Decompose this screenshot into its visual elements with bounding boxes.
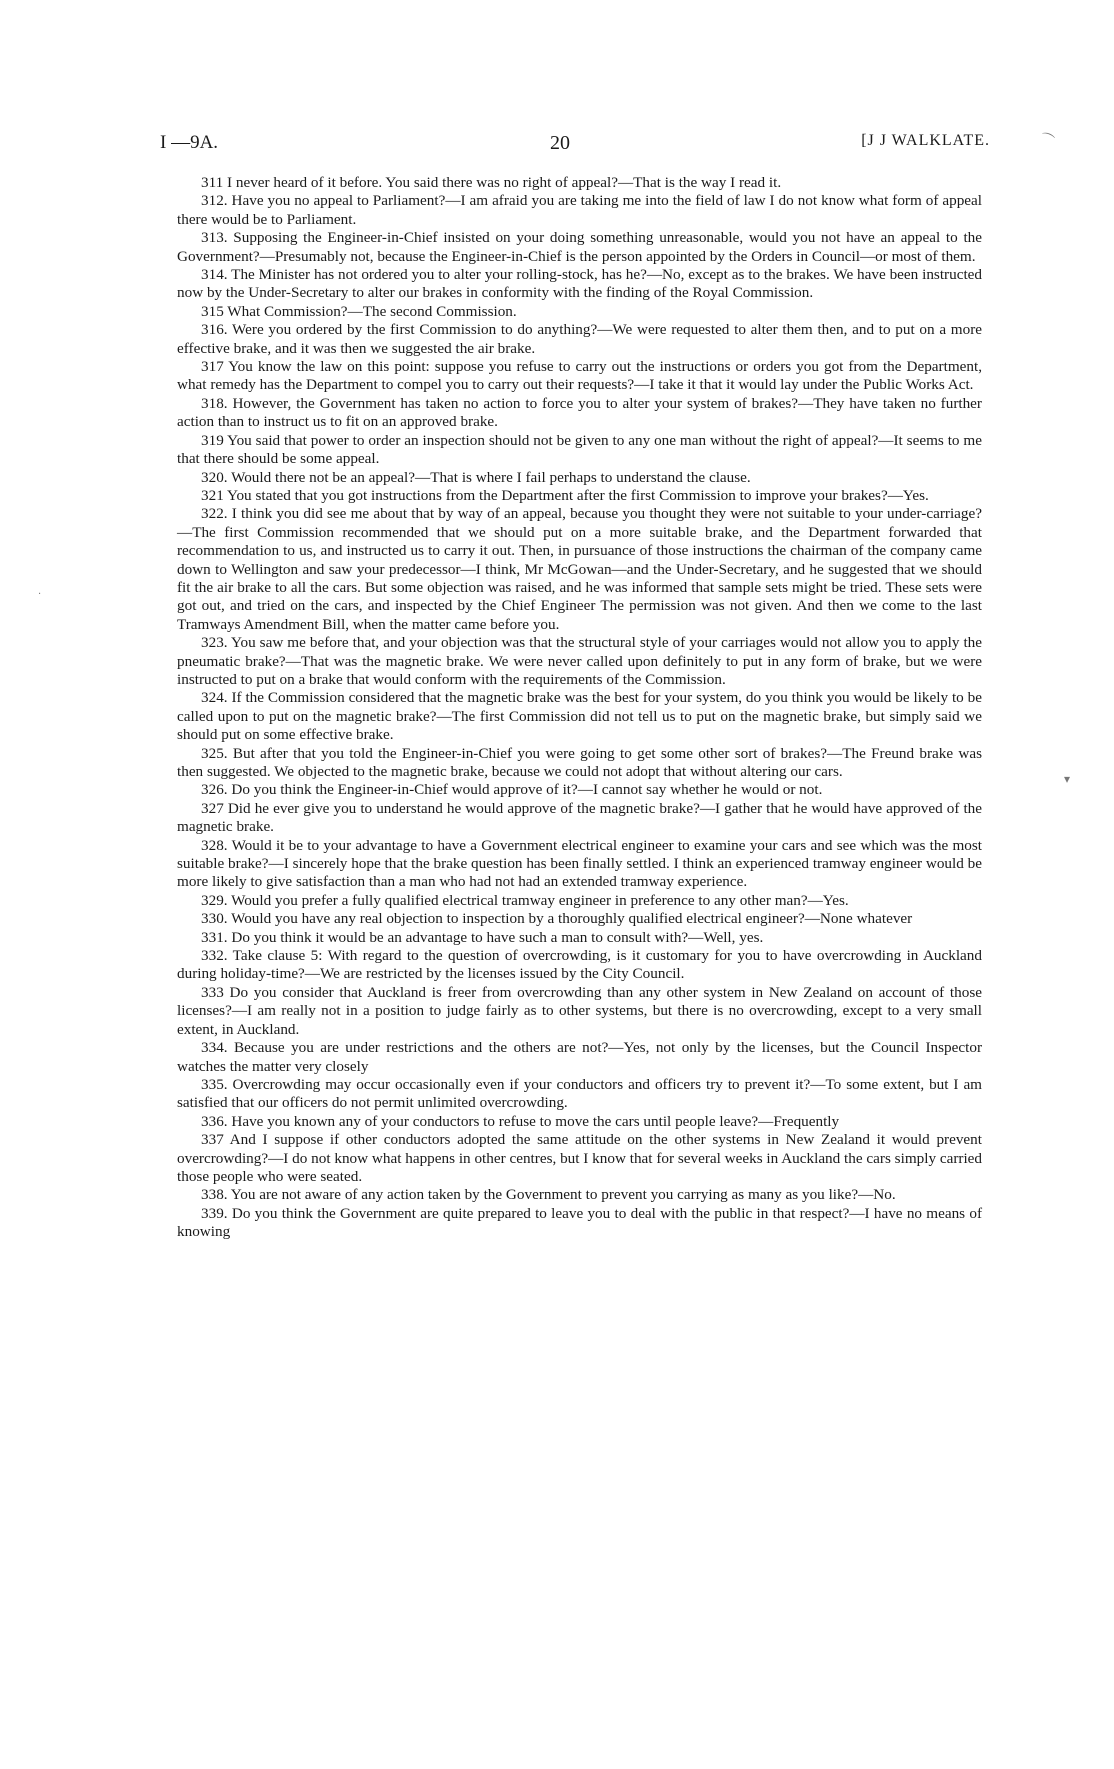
paragraph-337: 337 And I suppose if other conductors adopted the same attitude on the other systems in New Zealand it would prevent overcrowding?—I do not know what happens in other centres, but I know that for several weeks in Auckland the cars simply carried those people who were seated.	[177, 1131, 982, 1185]
paragraph-326: 326. Do you think the Engineer-in-Chief would approve of it?—I cannot say whether he would or not.	[201, 781, 823, 799]
scan-mark-top-right: ⌒	[1037, 131, 1056, 151]
paragraph-338: 338. You are not aware of any action taken by the Government to prevent you carrying as many as you like?—No.	[201, 1186, 896, 1204]
paragraph-311: 311 I never heard of it before. You said there was no right of appeal?—That is the way I read it.	[201, 174, 782, 191]
paragraph-339: 339. Do you think the Government are quite prepared to leave you to deal with the public in that respect?—I have no means of knowing	[177, 1204, 982, 1241]
paragraph-315: 315 What Commission?—The second Commission.	[201, 302, 517, 320]
paragraph-317: 317 You know the law on this point: suppose you refuse to carry out the instructions or orders you got from the Department, what remedy has the Department to compel you to carry out their requests?—I take it that it would lay under the Public Works Act.	[177, 358, 982, 394]
paragraph-312: 312. Have you no appeal to Parliament?—I am afraid you are taking me into the field of law I do not know what form of appeal there would be to Parliament.	[177, 192, 982, 228]
scan-mark-right-margin: ▾	[1064, 772, 1071, 786]
witness-name: [J J WALKLATE.	[861, 132, 990, 149]
paper-reference: I —9A.	[160, 132, 219, 153]
paragraph-336: 336. Have you known any of your conductors to refuse to move the cars until people leave?—Frequently	[201, 1112, 840, 1130]
paragraph-332: 332. Take clause 5: With regard to the question of overcrowding, is it customary for you to have overcrowding in Auckland during holiday-time?—We are restricted by the licenses issued by the City Council.	[177, 947, 982, 983]
paragraph-318: 318. However, the Government has taken no action to force you to alter your system of brakes?—They have taken no further action than to instruct us to fit on an approved brake.	[177, 394, 982, 431]
paragraph-316: 316. Were you ordered by the first Commission to do anything?—We were requested to alter them then, and to put on a more effective brake, and it was then we suggested the air brake.	[177, 321, 982, 357]
paragraph-314: 314. The Minister has not ordered you to alter your rolling-stock, has he?—No, except as to the brakes. We have been instructed now by the Under-Secretary to alter our brakes in conformity with the finding of the Royal Commission.	[177, 266, 982, 302]
paragraph-320: 320. Would there not be an appeal?—That is where I fail perhaps to understand the clause.	[201, 468, 751, 486]
paragraph-321: 321 You stated that you got instructions from the Department after the first Commission to improve your brakes?—Yes.	[201, 486, 929, 504]
paragraph-327: 327 Did he ever give you to understand he would approve of the magnetic brake?—I gather that he would have approved of the magnetic brake.	[177, 799, 982, 836]
paragraph-329: 329. Would you prefer a fully qualified electrical tramway engineer in preference to any other man?—Yes.	[201, 891, 849, 909]
paragraph-319: 319 You said that power to order an inspection should not be given to any one man without the right of appeal?—It seems to me that there should be some appeal.	[177, 431, 982, 468]
paragraph-330: 330. Would you have any real objection to inspection by a thoroughly qualified electrical engineer?—None whatever	[201, 910, 913, 928]
paragraph-324: 324. If the Commission considered that the magnetic brake was the best for your system, do you think you would be likely to be called upon to put on the magnetic brake?—The first Commission did not tell us to put on the magnetic brake, but simply said we should put on some effective brake.	[177, 689, 982, 744]
paragraph-334: 334. Because you are under restrictions and the others are not?—Yes, not only by the licenses, but the Council Inspector watches the matter very closely	[177, 1039, 982, 1075]
testimony-body	[177, 174, 982, 1242]
scan-mark-left-margin: ·	[38, 589, 42, 600]
paragraph-313: 313. Supposing the Engineer-in-Chief insisted on your doing something unreasonable, would you not have an appeal to the Government?—Presumably not, because the Engineer-in-Chief is the person appointed by the Orders in Council—or most of them.	[177, 229, 982, 265]
paragraph-335: 335. Overcrowding may occur occasionally even if your conductors and officers try to prevent it?—To some extent, but I am satisfied that our officers do not permit unlimited overcrowding.	[177, 1075, 982, 1112]
paragraph-331: 331. Do you think it would be an advantage to have such a man to consult with?—Well, yes.	[201, 928, 764, 946]
page-number: 20	[550, 132, 570, 154]
paragraph-328: 328. Would it be to your advantage to have a Government electrical engineer to examine your cars and see which was the most suitable brake?—I sincerely hope that the brake question has been finally settled. I think an experienced tramway engineer would be more likely to give satisfaction than a man who had not had an extended tramway experience.	[177, 836, 982, 891]
paragraph-323: 323. You saw me before that, and your objection was that the structural style of your carriages would not allow you to apply the pneumatic brake?—That was the magnetic brake. We were never called upon definitely to put in any form of brake, but we were instructed to put on a brake that would conform with the requirements of the Commission.	[177, 634, 982, 688]
paragraph-333: 333 Do you consider that Auckland is freer from overcrowding than any other system in New Zealand on account of those licenses?—I am really not in a position to judge fairly as to other systems, but there is no overcrowding, except to a very small extent, in Auckland.	[177, 983, 982, 1038]
page-header	[160, 132, 990, 158]
paragraph-322: 322. I think you did see me about that by way of an appeal, because you thought they were not suitable to your under-carriage?—The first Commission recommended that we should put on a more suitable brake, and the Department forwarded that recommendation to us, and instructed us to carry it out. Then, in pursuance of those instructions the chairman of the company came down to Wellington and saw your predecessor—I think, Mr McGowan—and the Under-Secretary, and he suggested that we should fit the air brake to all the cars. But some objection was raised, and he was informed that sample sets might be tried. These sets were got out, and tried on the cars, and inspected by the Chief Engineer The permission was not given. And then we come to the last Tramways Amendment Bill, when the matter came before you.	[177, 505, 982, 633]
paragraph-325: 325. But after that you told the Engineer-in-Chief you were going to get some other sort of brakes?—The Freund brake was then suggested. We objected to the magnetic brake, because we could not adopt that without altering our cars.	[177, 744, 982, 780]
